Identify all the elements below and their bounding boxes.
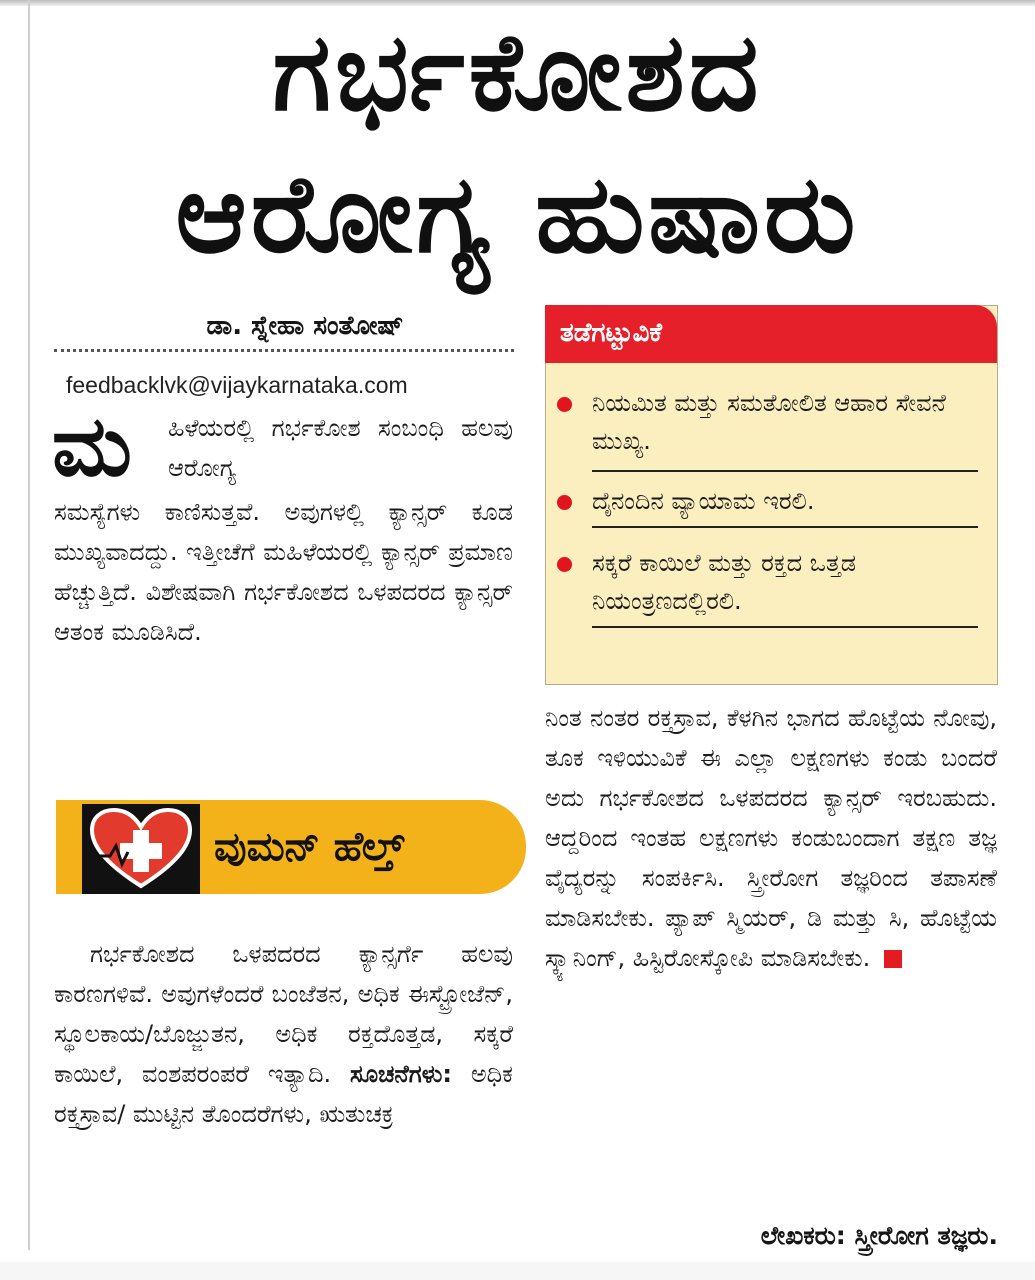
- intro-paragraph-first: ಹಿಳೆಯರಲ್ಲಿ ಗರ್ಭಕೋಶ ಸಂಬಂಧಿ ಹಲವು ಆರೋಗ್ಯ: [168, 414, 513, 482]
- end-mark-icon: [884, 950, 902, 968]
- prevention-tip: ಸಕ್ಕರೆ ಕಾಯಿಲೆ ಮತ್ತು ರಕ್ತದ ಒತ್ತಡ ನಿಯಂತ್ರಣದಲ್ಲಿರಲಿ.: [592, 544, 978, 628]
- right-column-paragraph: [545, 698, 997, 978]
- heart-cross-icon: [86, 806, 196, 892]
- body-paragraph: [54, 934, 513, 1134]
- prevention-tip: ನಿಯಮಿತ ಮತ್ತು ಸಮತೋಲಿತ ಆಹಾರ ಸೇವನೆ ಮುಖ್ಯ.: [592, 384, 978, 472]
- author-byline: ಡಾ. ಸ್ನೇಹಾ ಸಂತೋಷ್: [206, 311, 404, 341]
- intro-paragraph: ಸಮಸ್ಯೆಗಳು ಕಾಣಿಸುತ್ತವೆ. ಅವುಗಳಲ್ಲಿ ಕ್ಯಾನ್ಸರ್ ಕೂಡ ಮುಖ್ಯವಾದದ್ದು. ಇತ್ತೀಚೆಗೆ ಮಹಿಳೆಯರಲ್ಲಿ ಕ್ಯಾನ್ಸರ್ ಪ್ರಮಾಣ ಹೆಚ್ಚುತ್ತಿದೆ. ವಿಶೇಷವಾಗಿ ಗರ್ಭಕೋಶದ ಒಳಪದರದ ಕ್ಯಾನ್ಸರ್ ಆತಂಕ ಮೂಡಿಸಿದೆ.: [54, 498, 513, 646]
- bullet-icon: [557, 397, 572, 412]
- body-text: ಗರ್ಭಕೋಶದ ಒಳಪದರದ ಕ್ಯಾನ್ಸರ್ಗೆ ಹಲವು ಕಾರಣಗಳಿವೆ. ಅವುಗಳೆಂದರೆ ಬಂಜೆತನ, ಅಧಿಕ ಈಸ್ಟ್ರೋಜೆನ್, ಸ್ಥೂಲಕಾಯ/ಬೊಜ್ಜುತನ, ಅಧಿಕ ರಕ್ತದೊತ್ತಡ, ಸಕ್ಕರೆ ಕಾಯಿಲೆ, ವಂಶಪರಂಪರೆ ಇತ್ಯಾದಿ.: [54, 940, 513, 1088]
- prevention-tip: ದೈನಂದಿನ ವ್ಯಾಯಾಮ ಇರಲಿ.: [592, 482, 978, 528]
- signs-label: ಸೂಚನೆಗಳು:: [349, 1060, 452, 1088]
- page-edge-top: [0, 0, 1035, 6]
- sidebar-title: ತಡೆಗಟ್ಟುವಿಕೆ: [560, 318, 663, 348]
- right-column-text: ನಿಂತ ನಂತರ ರಕ್ತಸ್ರಾವ, ಕೆಳಗಿನ ಭಾಗದ ಹೊಟ್ಟೆಯ ನೋವು, ತೂಕ ಇಳಿಯುವಿಕೆ ಈ ಎಲ್ಲಾ ಲಕ್ಷಣಗಳು ಕಂಡು ಬಂದರೆ ಅದು ಗರ್ಭಕೋಶದ ಒಳಪದರದ ಕ್ಯಾನ್ಸರ್ ಇರಬಹುದು. ಆದ್ದರಿಂದ ಇಂತಹ ಲಕ್ಷಣಗಳು ಕಂಡುಬಂದಾಗ ತಕ್ಷಣ ತಜ್ಞ ವೈದ್ಯರನ್ನು ಸಂಪರ್ಕಿಸಿ. ಸ್ತ್ರೀರೋಗ ತಜ್ಞರಿಂದ ತಪಾಸಣೆ ಮಾಡಿಸಬೇಕು. ಪ್ಯಾಪ್ ಸ್ಮಿಯರ್, ಡಿ ಮತ್ತು ಸಿ, ಹೊಟ್ಟೆಯ ಸ್ಕ್ಯಾನಿಂಗ್, ಹಿಸ್ಟಿರೋಸ್ಕೋಪಿ ಮಾಡಿಸಬೇಕು.: [545, 704, 997, 972]
- drop-cap: ಮ: [52, 397, 132, 495]
- banner-label: ವುಮನ್ ಹೆಲ್ತ್: [214, 824, 405, 870]
- page-edge-bottom: [0, 1262, 1035, 1280]
- bullet-icon: [557, 495, 572, 510]
- bullet-icon: [557, 557, 572, 572]
- author-note: ಲೇಖಕರು: ಸ್ತ್ರೀರೋಗ ತಜ್ಞರು.: [760, 1221, 998, 1250]
- headline-line-1: ಗರ್ಭಕೋಶದ: [272, 10, 763, 135]
- signs-text: ಅಧಿಕ ರಕ್ತಸ್ರಾವ/ ಮುಟ್ಟಿನ ತೊಂದರೆಗಳು, ಋತುಚಕ್ರ: [54, 1060, 513, 1128]
- dotted-divider: [54, 349, 514, 352]
- feedback-email[interactable]: feedbacklvk@vijaykarnataka.com: [66, 372, 408, 398]
- headline-line-2: ಆರೋಗ್ಯ ಹುಷಾರು: [175, 152, 860, 277]
